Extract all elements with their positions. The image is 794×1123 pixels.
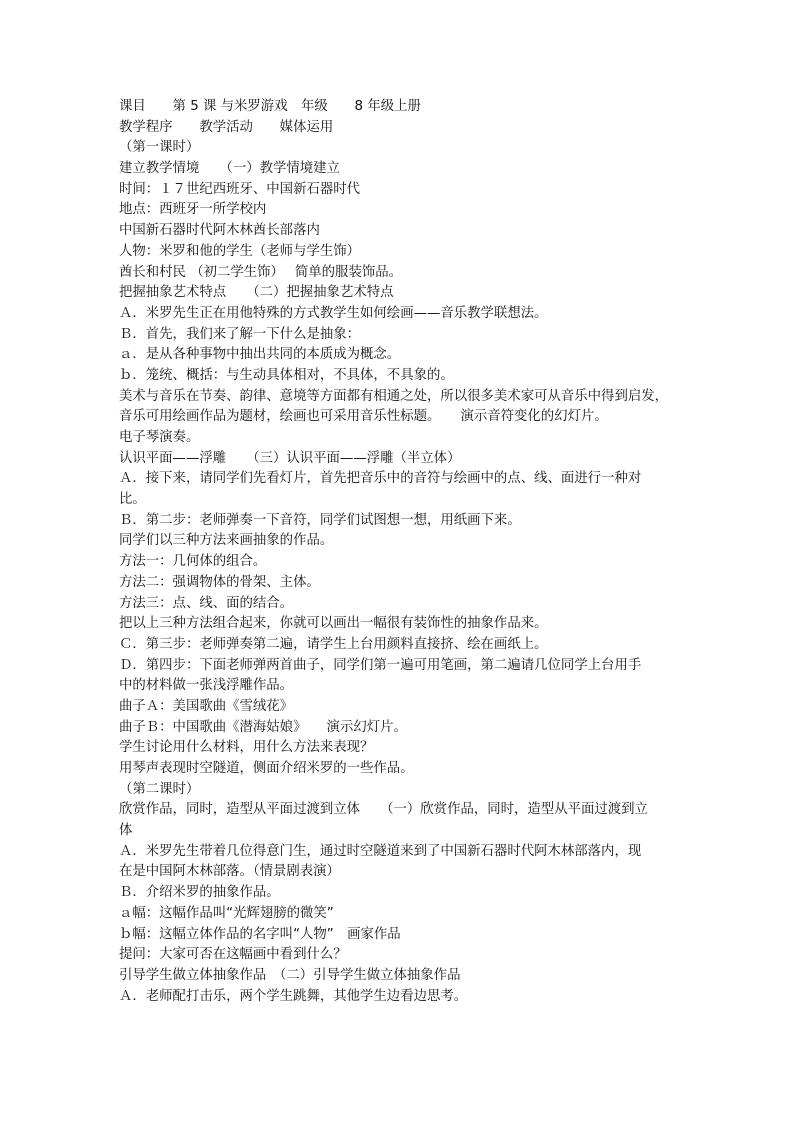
text-line: ｂ．笼统、概括：与生动具体相对，不具体，不具象的。 bbox=[119, 367, 454, 383]
text-line: Ｂ．第二步：老师弹奏一下音符，同学们试图想一想，用纸画下来。 bbox=[119, 512, 521, 528]
text-line: Ａ．接下来，请同学们先看灯片，首先把音乐中的音符与绘画中的点、线、面进行一种对 bbox=[119, 471, 642, 487]
text-line: 方法一：几何体的组合。 bbox=[119, 554, 267, 570]
text-line: 美术与音乐在节奏、韵律、意境等方面都有相通之处，所以很多美术家可从音乐中得到启发， bbox=[119, 388, 669, 404]
text-line: 同学们以三种方法来画抽象的作品。 bbox=[119, 533, 334, 549]
text-line: ａ幅：这幅作品叫“光辉翅膀的微笑” bbox=[119, 905, 334, 921]
text-line: ｂ幅：这幅立体作品的名字叫“人物” 画家作品 bbox=[119, 926, 401, 942]
text-line: 学生讨论用什么材料，用什么方法来表现？ bbox=[119, 740, 374, 756]
lesson-plan-document bbox=[119, 97, 679, 1007]
text-line: 电子琴演奏。 bbox=[119, 430, 200, 445]
text-line: 教学程序 教学活动 媒体运用 bbox=[119, 119, 334, 135]
text-line: 在是中国阿木林部落。（情景剧表演） bbox=[119, 864, 340, 880]
text-line: 把握抽象艺术特点 （二）把握抽象艺术特点 bbox=[119, 285, 394, 301]
text-line: 用琴声表现时空隧道，侧面介绍米罗的一些作品。 bbox=[119, 761, 414, 776]
text-line: 引导学生做立体抽象作品 （二）引导学生做立体抽象作品 bbox=[119, 967, 461, 983]
text-line: 课目 第 5 课 与米罗游戏 年级 8 年级上册 bbox=[119, 99, 421, 114]
text-line: Ｂ．首先，我们来了解一下什么是抽象： bbox=[119, 326, 361, 342]
text-line: 地点：西班牙一所学校内 bbox=[119, 202, 267, 218]
text-line: 比。 bbox=[119, 492, 146, 508]
text-line: Ｄ．第四步：下面老师弹两首曲子，同学们第一遍可用笔画，第二遍请几位同学上台用手 bbox=[119, 657, 642, 673]
text-line: 曲子Ｂ：中国歌曲《潜海姑娘》 演示幻灯片。 bbox=[119, 719, 407, 735]
text-line: Ｂ．介绍米罗的抽象作品。 bbox=[119, 885, 280, 901]
text-line: 提问：大家可否在这幅画中看到什么？ bbox=[119, 947, 347, 963]
text-line: 欣赏作品，同时，造型从平面过渡到立体 （一）欣赏作品，同时，造型从平面过渡到立 bbox=[119, 802, 648, 818]
text-line: Ｃ．第三步：老师弹奏第二遍，请学生上台用颜料直接挤、绘在画纸上。 bbox=[119, 636, 548, 652]
text-line: 时间：１７世纪西班牙、中国新石器时代 bbox=[119, 181, 361, 197]
text-line: Ａ．米罗先生带着几位得意门生，通过时空隧道来到了中国新石器时代阿木林部落内，现 bbox=[119, 843, 642, 859]
text-line: 把以上三种方法组合起来，你就可以画出一幅很有装饰性的抽象作品来。 bbox=[119, 616, 548, 632]
text-line: 认识平面——浮雕 （三）认识平面——浮雕（半立体） bbox=[119, 450, 461, 466]
text-line: 中国新石器时代阿木林酋长部落内 bbox=[119, 223, 320, 239]
text-line: 方法二：强调物体的骨架、主体。 bbox=[119, 574, 320, 590]
text-line: 酋长和村民 （初二学生饰） 简单的服装饰品。 bbox=[119, 264, 403, 280]
text-line: 方法三：点、线、面的结合。 bbox=[119, 595, 294, 611]
text-line: 体 bbox=[119, 823, 133, 839]
text-line: 音乐可用绘画作品为题材，绘画也可采用音乐性标题。 演示音符变化的幻灯片。 bbox=[119, 409, 608, 425]
text-line: 人物：米罗和他的学生（老师与学生饰） bbox=[119, 243, 361, 259]
text-line: Ａ．米罗先生正在用他特殊的方式教学生如何绘画——音乐教学联想法。 bbox=[119, 305, 548, 321]
text-line: 曲子Ａ：美国歌曲《雪绒花》 bbox=[119, 698, 294, 714]
text-line: 建立教学情境 （一）教学情境建立 bbox=[119, 161, 340, 177]
text-line: （第一课时） bbox=[119, 140, 200, 156]
text-line: ａ．是从各种事物中抽出共同的本质成为概念。 bbox=[119, 347, 401, 363]
text-line: （第二课时） bbox=[119, 781, 200, 797]
text-line: Ａ．老师配打击乐，两个学生跳舞，其他学生边看边思考。 bbox=[119, 988, 468, 1004]
text-line: 中的材料做一张浅浮雕作品。 bbox=[119, 678, 294, 694]
